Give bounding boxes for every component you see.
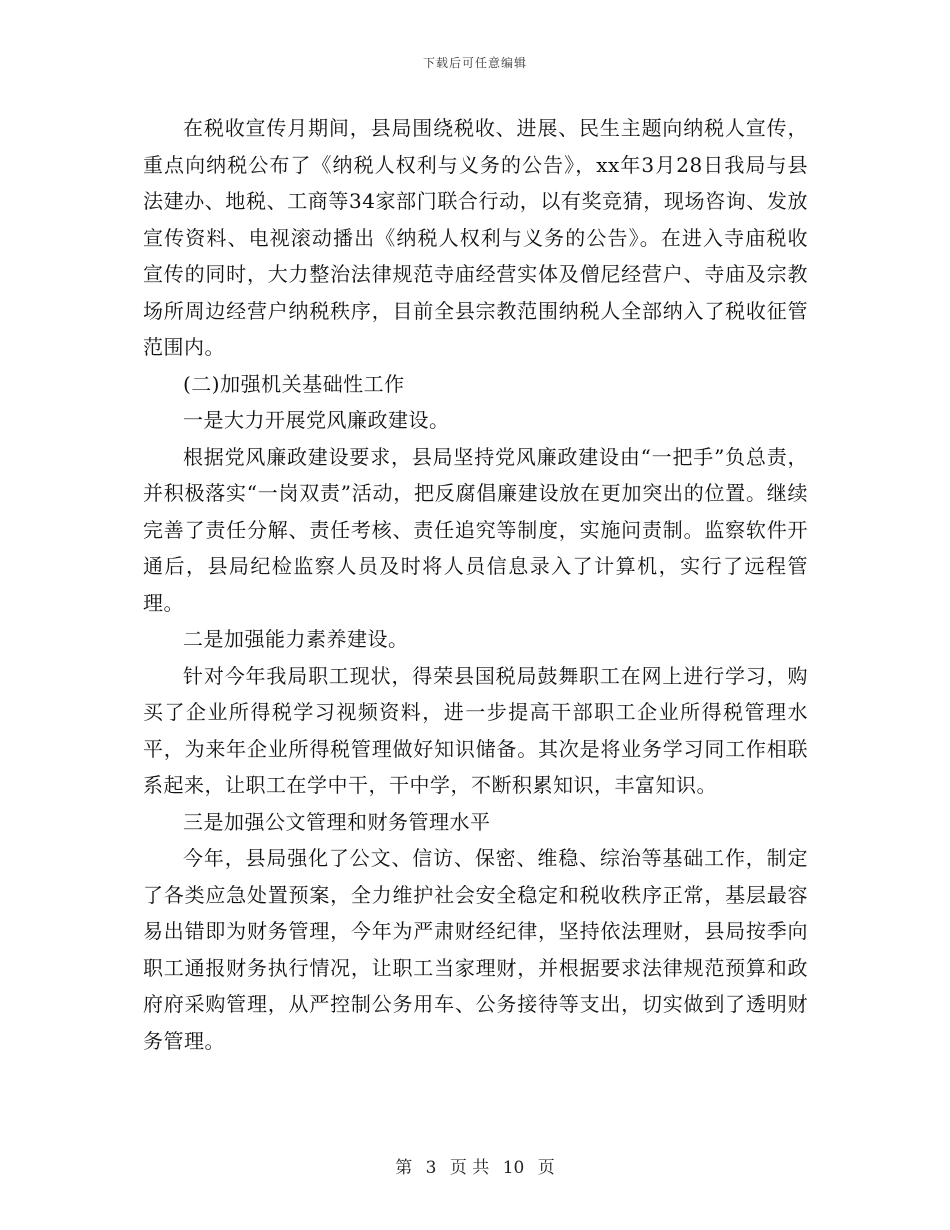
- paragraph-integrity: 根据党风廉政建设要求，县局坚持党风廉政建设由“一把手”负总责，并积极落实“一岗双责”活动，把反腐倡廉建设放在更加突出的位置。继续完善了责任分解、责任考核、责任追究等制度，实施问责制。监察软件开通后，县局纪检监察人员及时将人员信息录入了计算机，实行了远程管理。: [143, 444, 808, 615]
- subheading-integrity: 一是大力开展党风廉政建设。: [183, 408, 450, 432]
- document-body: [143, 110, 808, 1059]
- header-note: 下载后可任意编辑: [422, 56, 527, 70]
- total-pages: 10: [502, 1158, 525, 1178]
- paragraph-tax-promotion: 在税收宣传月期间，县局围绕税收、进展、民生主题向纳税人宣传，重点向纳税公布了《纳税人权利与义务的公告》，xx年3月28日我局与县法建办、地税、工商等34家部门联合行动，以有奖竞猜，现场咨询、发放宣传资料、电视滚动播出《纳税人权利与义务的公告》。在进入寺庙税收宣传的同时，大力整治法律规范寺庙经营实体及僧尼经营户、寺庙及宗教场所周边经营户纳税秩序，目前全县宗教范围纳税人全部纳入了税收征管范围内。: [143, 116, 808, 359]
- page-number: [0, 1153, 950, 1178]
- section-heading: (二)加强机关基础性工作: [183, 371, 405, 396]
- current-page: 3: [425, 1158, 437, 1178]
- subheading-document-finance: 三是加强公文管理和财务管理水平: [183, 809, 491, 834]
- page-suffix: 页: [537, 1158, 555, 1178]
- subheading-capability: 二是加强能力素养建设。: [183, 627, 409, 651]
- paragraph-capability: 针对今年我局职工现状，得荣县国税局鼓舞职工在网上进行学习，购买了企业所得税学习视频资料，进一步提高干部职工企业所得税管理水平，为来年企业所得税管理做好知识储备。其次是将业务学习同工作相联系起来，让职工在学中干，干中学，不断积累知识，丰富知识。: [143, 663, 808, 797]
- page-middle: 页 共: [449, 1158, 490, 1178]
- paragraph-document-finance: 今年，县局强化了公文、信访、保密、维稳、综治等基础工作，制定了各类应急处置预案，全力维护社会安全稳定和税收秩序正常，基层最容易出错即为财务管理，今年为严肃财经纪律，坚持依法理财，县局按季向职工通报财务执行情况，让职工当家理财，并根据要求法律规范预算和政府府采购管理，从严控制公务用车、公务接待等支出，切实做到了透明财务管理。: [143, 846, 808, 1053]
- page-prefix: 第: [395, 1158, 413, 1178]
